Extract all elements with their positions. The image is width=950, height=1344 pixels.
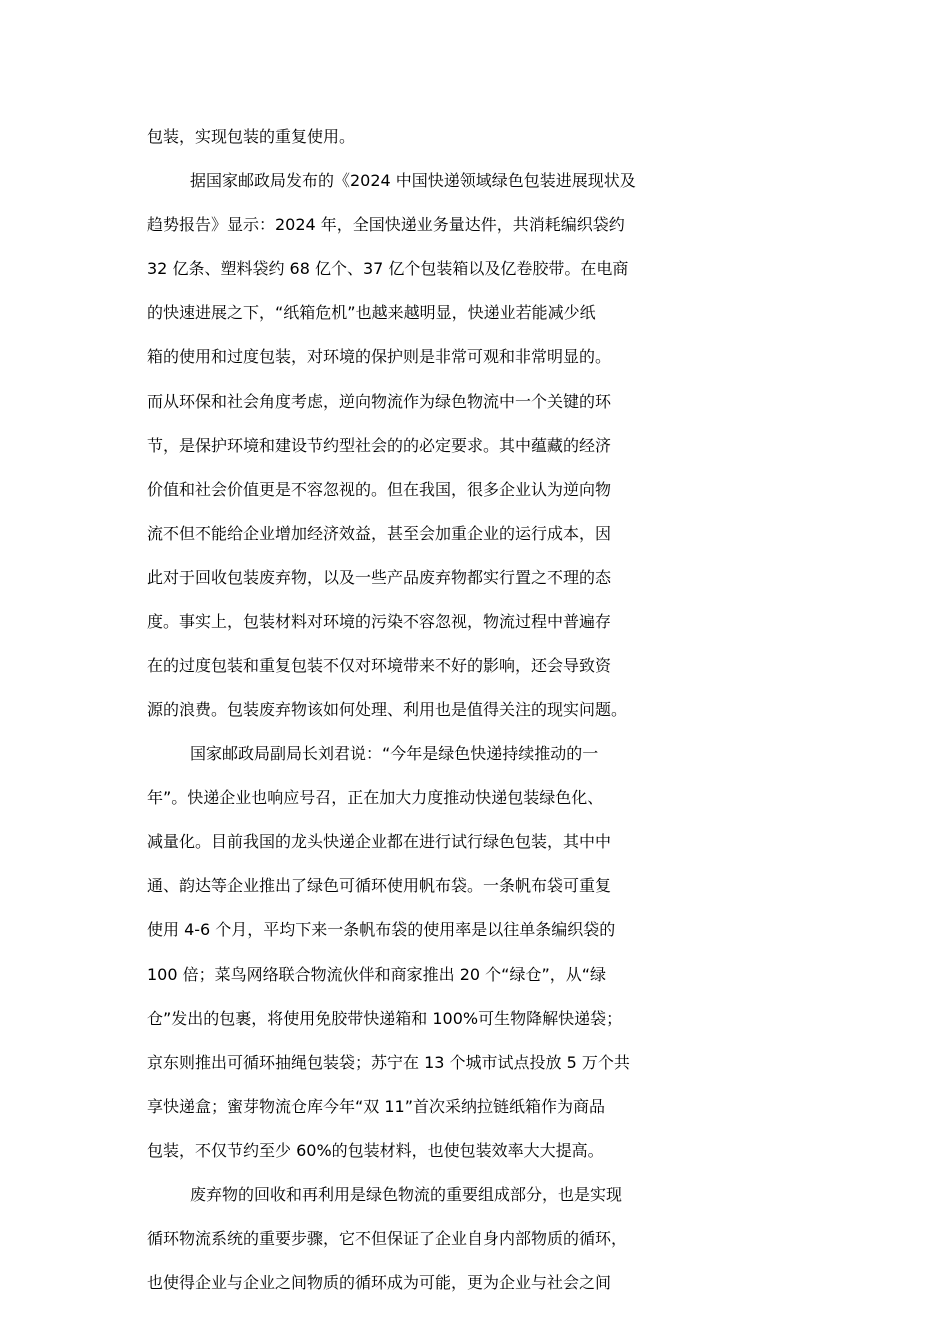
text-line: 年”。快递企业也响应号召，正在加大力度推动快递包装绿色化、 (147, 788, 604, 807)
text-line: 箱的使用和过度包装，对环境的保护则是非常可观和非常明显的。 (147, 347, 612, 366)
text-line: 循环物流系统的重要步骤，它不但保证了企业自身内部物质的循环， (147, 1229, 628, 1248)
text-line: 度。事实上，包装材料对环境的污染不容忽视，物流过程中普遍存 (147, 612, 612, 631)
text-line: 减量化。目前我国的龙头快递企业都在进行试行绿色包装，其中中 (147, 832, 612, 851)
text-line: 此对于回收包装废弃物，以及一些产品废弃物都实行置之不理的态 (147, 568, 612, 587)
text-line: 价值和社会价值更是不容忽视的。但在我国，很多企业认为逆向物 (147, 480, 612, 499)
text-line: 而从环保和社会角度考虑，逆向物流作为绿色物流中一个关键的环 (147, 392, 612, 411)
text-line: 使用 4-6 个月，平均下来一条帆布袋的使用率是以往单条编织袋的 (147, 920, 616, 939)
text-line: 的快速进展之下，“纸箱危机”也越来越明显，快递业若能减少纸 (147, 303, 596, 322)
text-line: 在的过度包装和重复包装不仅对环境带来不好的影响，还会导致资 (147, 656, 612, 675)
text-line: 源的浪费。包装废弃物该如何处理、利用也是值得关注的现实问题。 (147, 700, 628, 719)
text-line: 流不但不能给企业增加经济效益，甚至会加重企业的运行成本，因 (147, 524, 612, 543)
text-line: 包装，实现包装的重复使用。 (147, 127, 356, 146)
text-line: 节，是保护环境和建设节约型社会的的必定要求。其中蕴藏的经济 (147, 436, 612, 455)
text-line: 享快递盒；蜜芽物流仓库今年“双 11”首次采纳拉链纸箱作为商品 (147, 1097, 606, 1116)
paragraph-first-line: 国家邮政局副局长刘君说：“今年是绿色快递持续推动的一 (190, 744, 599, 763)
paragraph-first-line: 据国家邮政局发布的《2024 中国快递领域绿色包装进展现状及 (190, 171, 636, 190)
text-line: 仓”发出的包裹，将使用免胶带快递箱和 100%可生物降解快递袋； (147, 1009, 623, 1028)
paragraph-first-line: 废弃物的回收和再利用是绿色物流的重要组成部分，也是实现 (190, 1185, 623, 1204)
text-line: 100 倍；菜鸟网络联合物流伙伴和商家推出 20 个“绿仓”，从“绿 (147, 965, 607, 984)
text-line: 通、韵达等企业推出了绿色可循环使用帆布袋。一条帆布袋可重复 (147, 876, 612, 895)
text-line: 京东则推出可循环抽绳包装袋；苏宁在 13 个城市试点投放 5 万个共 (147, 1053, 630, 1072)
text-line: 包装，不仅节约至少 60%的包装材料，也使包装效率大大提高。 (147, 1141, 604, 1160)
text-line: 趋势报告》显示：2024 年，全国快递业务量达件，共消耗编织袋约 (147, 215, 625, 234)
text-line: 32 亿条、塑料袋约 68 亿个、37 亿个包装箱以及亿卷胶带。在电商 (147, 259, 629, 278)
text-line: 也使得企业与企业之间物质的循环成为可能，更为企业与社会之间 (147, 1273, 612, 1292)
